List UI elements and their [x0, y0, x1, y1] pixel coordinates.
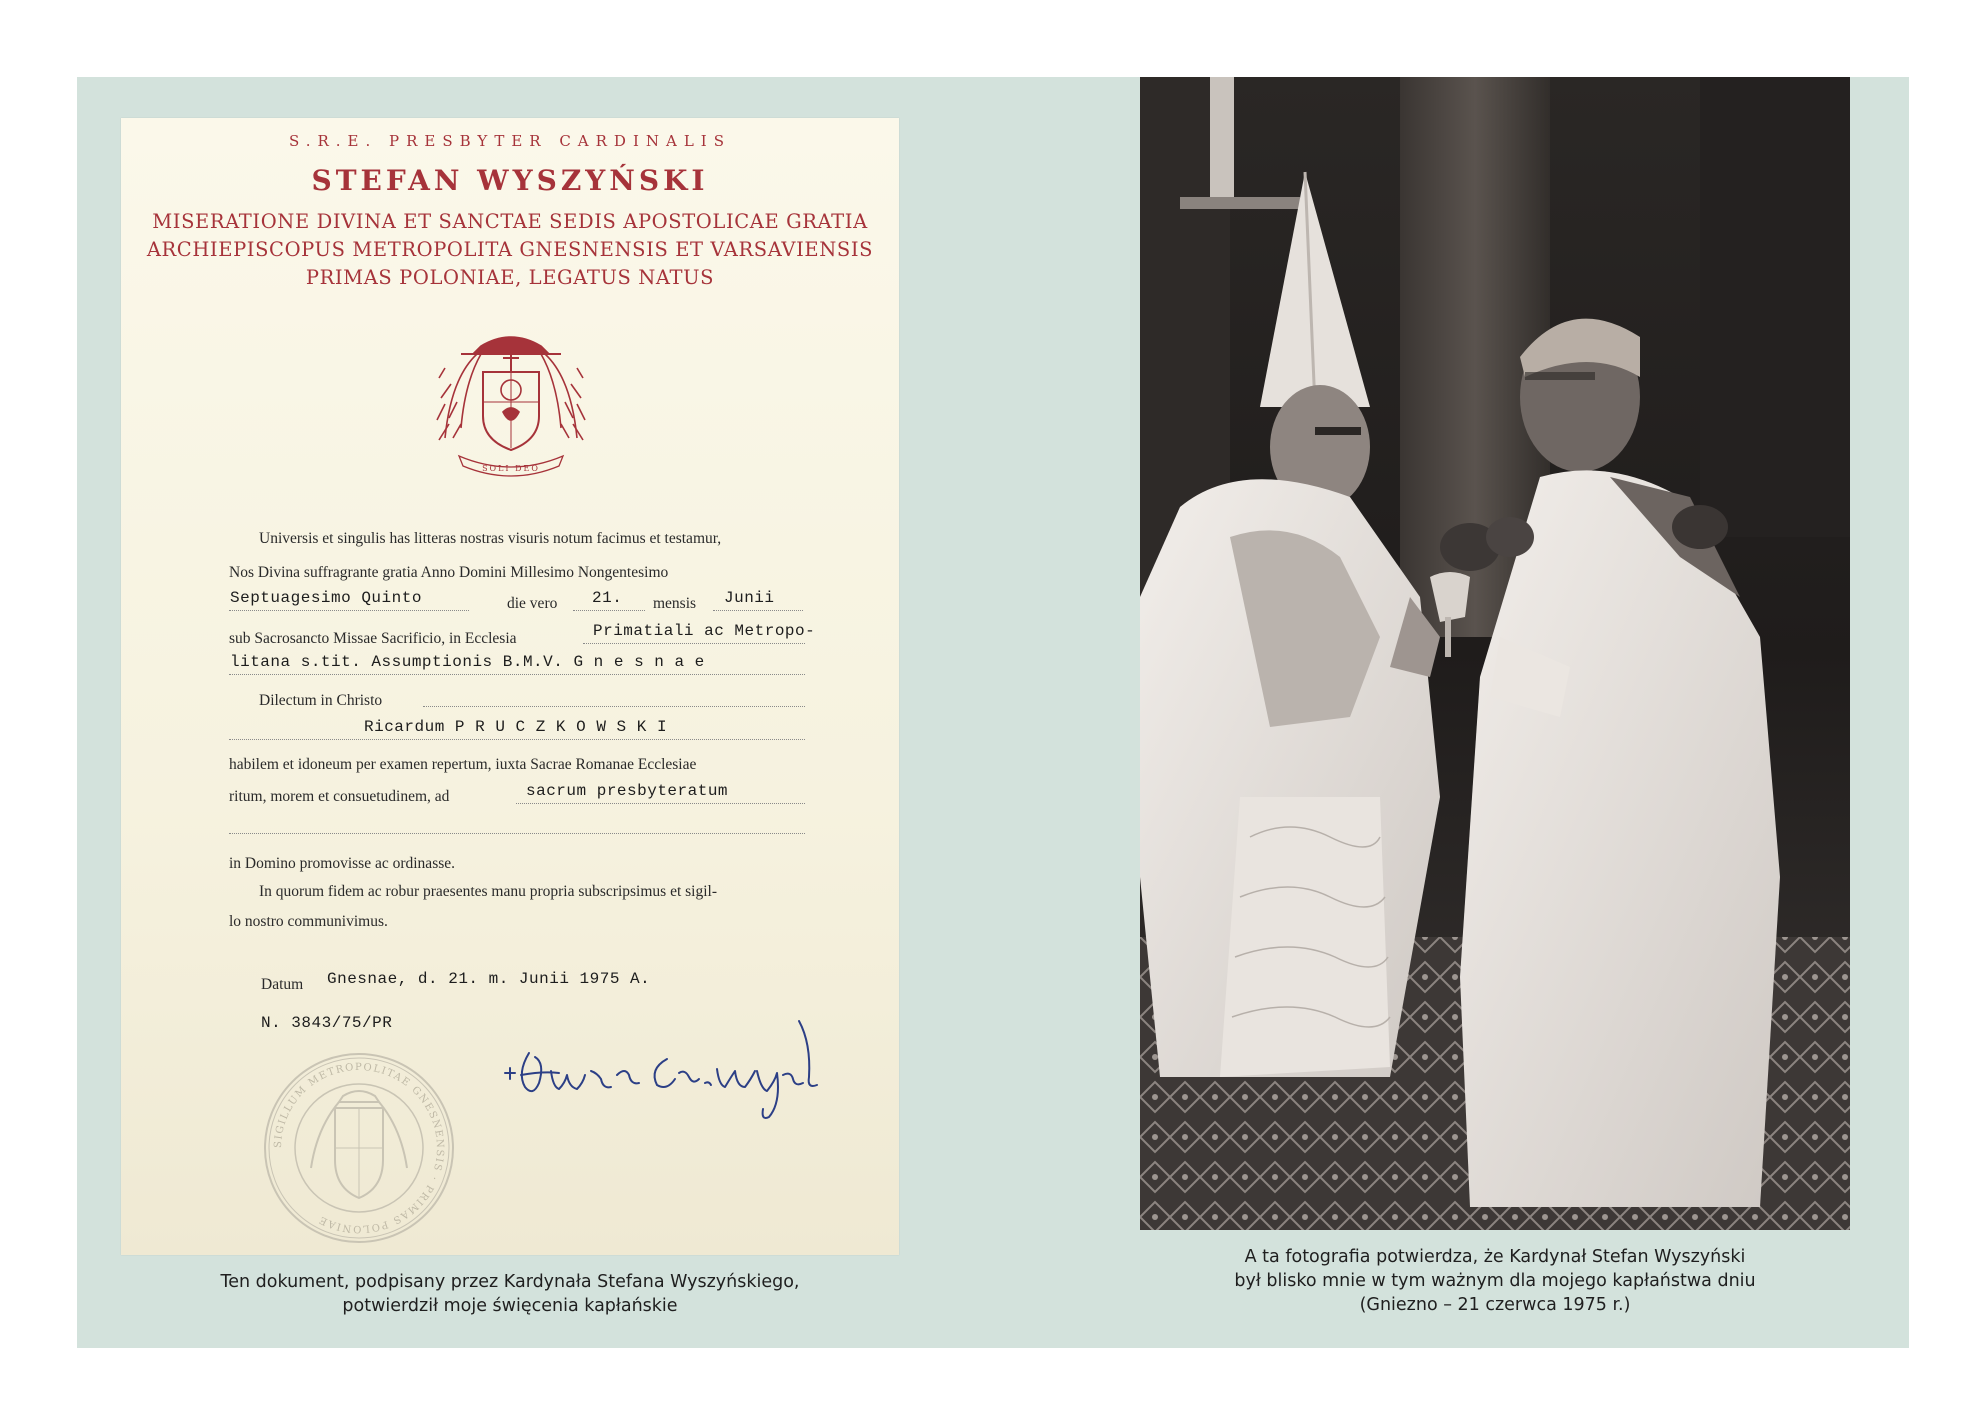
dotted-line	[229, 739, 805, 740]
mensis-label: mensis	[653, 595, 697, 612]
year-words: Septuagesimo Quinto	[230, 589, 422, 607]
photo-scene	[1140, 77, 1850, 1230]
cardinal-name: STEFAN WYSZYŃSKI	[311, 164, 709, 197]
photo-caption	[1140, 1245, 1850, 1317]
seal-text: SIGILLUM METROPOLITAE GNESNENSIS · PRIMAS POLONIAE	[272, 1061, 446, 1235]
datum-label: Datum	[261, 976, 304, 993]
caption-left-line-2: potwierdził moje święcenia kapłańskie	[342, 1296, 678, 1316]
dilectum-label: Dilectum in Christo	[259, 692, 383, 709]
dotted-line	[573, 610, 645, 611]
dotted-line	[583, 643, 805, 644]
dotted-line	[423, 706, 805, 707]
body-line-1: Universis et singulis has litteras nostras visuris notum facimus et testamur,	[259, 530, 722, 547]
dotted-line	[229, 674, 805, 675]
embossed-seal-icon	[259, 1048, 459, 1248]
church-line-1: Primatiali ac Metropo-	[593, 622, 816, 640]
month-value: Junii	[724, 589, 775, 607]
body-line-11: In quorum fidem ac robur praesentes manu propria subscripsimus et sigil-	[259, 883, 717, 900]
caption-right-line-2: był blisko mnie w tym ważnym dla mojego kapłaństwa dniu	[1234, 1271, 1756, 1291]
ordination-certificate	[121, 118, 899, 1255]
header-top: S.R.E. PRESBYTER CARDINALIS	[288, 132, 732, 150]
order-value: sacrum presbyteratum	[526, 782, 729, 800]
ordination-photograph	[1140, 77, 1850, 1230]
cardinal-signature	[499, 1013, 824, 1133]
body-line-9: ritum, morem et consuetudinem, ad	[229, 788, 450, 805]
dotted-line	[229, 610, 469, 611]
body-line-4: sub Sacrosancto Missae Sacrificio, in Ecclesia	[229, 630, 517, 647]
body-line-8: habilem et idoneum per examen repertum, iuxta Sacrae Romanae Ecclesiae	[229, 756, 697, 773]
dotted-line	[229, 833, 805, 834]
dotted-line	[516, 803, 805, 804]
ordinand-name: Ricardum P R U C Z K O W S K I	[364, 718, 668, 736]
title-line-2: ARCHIEPISCOPUS METROPOLITA GNESNENSIS ET VARSAVIENSIS	[146, 238, 874, 261]
day-value: 21.	[592, 589, 623, 607]
body-line-2: Nos Divina suffragrante gratia Anno Domini Millesimo Nongentesimo	[229, 564, 669, 581]
body-line-12: lo nostro communivimus.	[229, 913, 388, 930]
motto-text: SOLI DEO	[482, 464, 540, 473]
caption-right-line-1: A ta fotografia potwierdza, że Kardynał Stefan Wyszyński	[1244, 1247, 1746, 1267]
body-line-10: in Domino promovisse ac ordinasse.	[229, 855, 456, 872]
document-number: N. 3843/75/PR	[261, 1014, 393, 1032]
title-line-1: MISERATIONE DIVINA ET SANCTAE SEDIS APOSTOLICAE GRATIA	[152, 210, 868, 233]
datum-value: Gnesnae, d. 21. m. Junii 1975 A.	[327, 970, 651, 988]
church-line-2: litana s.tit. Assumptionis B.M.V. G n e s n a e	[230, 653, 705, 671]
die-label: die vero	[507, 595, 558, 612]
coat-of-arms-icon	[431, 328, 591, 478]
caption-left-line-1: Ten dokument, podpisany przez Kardynała Stefana Wyszyńskiego,	[220, 1272, 800, 1292]
title-line-3: PRIMAS POLONIAE, LEGATUS NATUS	[305, 266, 715, 289]
caption-right-line-3: (Gniezno – 21 czerwca 1975 r.)	[1359, 1295, 1631, 1315]
certificate-caption	[121, 1270, 899, 1318]
dotted-line	[713, 610, 803, 611]
